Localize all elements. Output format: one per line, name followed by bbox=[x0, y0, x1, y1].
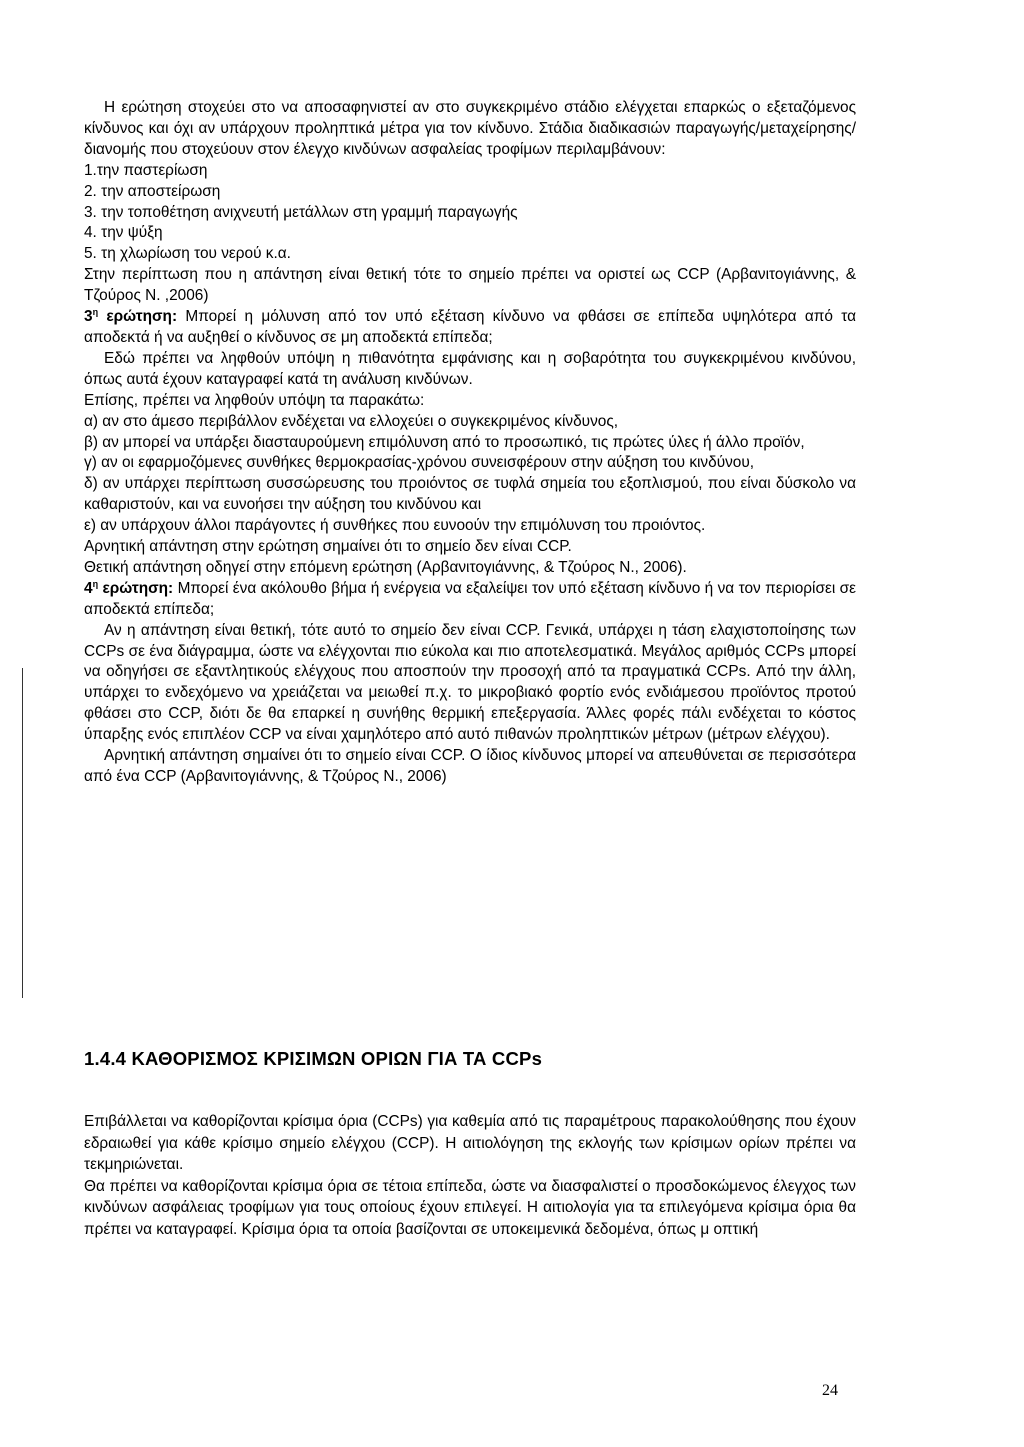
list-item-1: 1.την παστερίωση bbox=[84, 161, 208, 179]
section-text bbox=[84, 1111, 856, 1240]
list-item-2: 2. την αποστείρωση bbox=[84, 182, 221, 200]
paragraph-ccp-minimize: Αν η απάντηση είναι θετική, τότε αυτό το σημείο δεν είναι CCP. Γενικά, υπάρχει η τάση ελαχιστοποίησης των CCPs σε ένα διάγραμμα, ώστε να ελέγχονται πιο εύκολα και πιο αποτελεσματικά. Μεγάλος αριθμός CCPs μπορεί να οδηγήσει σε εξαντλητικούς ελέγχους που αποσπούν την προσοχή από τα πραγματικά CCPs. Από την άλλη, υπάρχει το ενδεχόμενο να χρειάζεται να μειωθεί π.χ. το μικροβιακό φορτίο ενός ενδιάμεσου προϊόντος προτού φθάσει στο CCP, διότι δε θα επαρκεί η συνήθης θερμική επεξεργασία. Άλλες φορές πάλι ενδέχεται το κόστος ύπαρξης ενός επιπλέον CCP να είναι χαμηλότερο από αυτό πιθανών προληπτικών μέτρων (μέτρων ελέγχου). bbox=[84, 621, 856, 744]
question-3-number: 3 bbox=[84, 308, 93, 326]
question-4-number: 4 bbox=[84, 579, 93, 597]
item-e: ε) αν υπάρχουν άλλοι παράγοντες ή συνθήκες που ευνοούν την επιμόλυνση του προιόντος. bbox=[84, 517, 706, 535]
item-b: β) αν μπορεί να υπάρξει διασταυρούμενη επιμόλυνση από το προσωπικό, τις πρώτες ύλες ή άλλο προϊόν, bbox=[84, 433, 805, 451]
question-3-text: Μπορεί η μόλυνση από τον υπό εξέταση κίνδυνο να φθάσει σε επίπεδα υψηλότερα από τα αποδεκτά ή να αυξηθεί ο κίνδυνος σε μη αποδεκτά επίπεδα; bbox=[84, 308, 856, 346]
paragraph-positive: Θετική απάντηση οδηγεί στην επόμενη ερώτηση (Αρβανιτογιάννης, & Τζούρος Ν., 2006). bbox=[84, 558, 687, 576]
paragraph-also: Επίσης, πρέπει να ληφθούν υπόψη τα παρακάτω: bbox=[84, 391, 425, 409]
paragraph-negative-ccp: Αρνητική απάντηση σημαίνει ότι το σημείο είναι CCP. Ο ίδιος κίνδυνος μπορεί να απευθύνεται σε περισσότερα από ένα CCP (Αρβανιτογιάννης, & Τζούρος Ν., 2006) bbox=[84, 747, 856, 785]
question-4-sup: η bbox=[92, 578, 99, 589]
section-heading: 1.4.4 ΚΑΘΟΡΙΣΜΟΣ ΚΡΙΣΙΜΩΝ ΟΡΙΩΝ ΓΙΑ ΤΑ CCPs bbox=[84, 1048, 543, 1069]
scan-edge-line bbox=[22, 668, 23, 998]
page-number: 24 bbox=[822, 1382, 838, 1399]
question-3 bbox=[84, 307, 856, 349]
question-3-sup: η bbox=[92, 306, 99, 317]
body-text bbox=[84, 98, 856, 788]
item-d: δ) αν υπάρχει περίπτωση συσσώρευσης του προιόντος σε τυφλά σημεία του εξοπλισμού, που είναι δύσκολο να καθαριστούν, και να ευνοήσει την αύξηση του κινδύνου και bbox=[84, 475, 856, 514]
section-paragraph-1: Επιβάλλεται να καθορίζονται κρίσιμα όρια (CCPs) για καθεμία από τις παραμέτρους παρακολούθησης που έχουν εδραιωθεί για κάθε κρίσιμο σημείο ελέγχου (CCP). Η αιτιολόγηση της εκλογής των κρίσιμων ορίων πρέπει να τεκμηριώνεται. bbox=[84, 1113, 856, 1173]
list-item-4: 4. την ψύξη bbox=[84, 224, 163, 242]
question-3-label: ερώτηση: bbox=[106, 308, 178, 326]
list-item-5: 5. τη χλωρίωση του νερού κ.α. bbox=[84, 245, 291, 263]
item-a: α) αν στο άμεσο περιβάλλον ενδέχεται να ελλοχεύει ο συγκεκριμένος κίνδυνος, bbox=[84, 412, 619, 430]
question-4-text: Μπορεί ένα ακόλουθο βήμα ή ενέργεια να εξαλείψει τον υπό εξέταση κίνδυνο ή να τον περιορίσει σε αποδεκτά επίπεδα; bbox=[84, 579, 856, 618]
paragraph-probability: Εδώ πρέπει να ληφθούν υπόψη η πιθανότητα εμφάνισης και η σοβαρότητα του συγκεκριμένου κινδύνου, όπως αυτά έχουν καταγραφεί κατά τη ανάλυση κινδύνων. bbox=[84, 349, 856, 388]
question-4-label: ερώτηση: bbox=[102, 579, 174, 597]
list-item-3: 3. την τοποθέτηση ανιχνευτή μετάλλων στη γραμμή παραγωγής bbox=[84, 203, 518, 221]
paragraph-negative: Αρνητική απάντηση στην ερώτηση σημαίνει ότι το σημείο δεν είναι CCP. bbox=[84, 538, 572, 556]
question-4 bbox=[84, 579, 856, 621]
paragraph-ccp-positive: Στην περίπτωση που η απάντηση είναι θετική τότε το σημείο πρέπει να οριστεί ως CCP (Αρβανιτογιάννης, & Τζούρος Ν. ,2006) bbox=[84, 266, 856, 305]
item-c: γ) αν οι εφαρμοζόμενες συνθήκες θερμοκρασίας-χρόνου συνεισφέρουν στην αύξηση του κινδύνου, bbox=[84, 454, 755, 472]
paragraph-intro: Η ερώτηση στοχεύει στο να αποσαφηνιστεί αν στο συγκεκριμένο στάδιο ελέγχεται επαρκώς ο εξεταζόμενος κίνδυνος και όχι αν υπάρχουν προληπτικά μέτρα για τον κίνδυνο. Στάδια διαδικασιών παραγωγής/μεταχείρησης/διανομής που στοχεύουν στον έλεγχο κινδύνων ασφαλείας τροφίμων περιλαμβάνουν: bbox=[84, 99, 856, 158]
section-paragraph-2: Θα πρέπει να καθορίζονται κρίσιμα όρια σε τέτοια επίπεδα, ώστε να διασφαλιστεί ο προσδοκώμενος έλεγχος των κινδύνων ασφάλειας τροφίμων για τους οποίους έχουν επιλεγεί. Η αιτιολογία για τα επιλεγόμενα κρίσιμα όρια θα πρέπει να καταγραφεί. Κρίσιμα όρια τα οποία βασίζονται σε υποκειμενικά δεδομένα, όπως μ οπτική bbox=[84, 1177, 856, 1238]
